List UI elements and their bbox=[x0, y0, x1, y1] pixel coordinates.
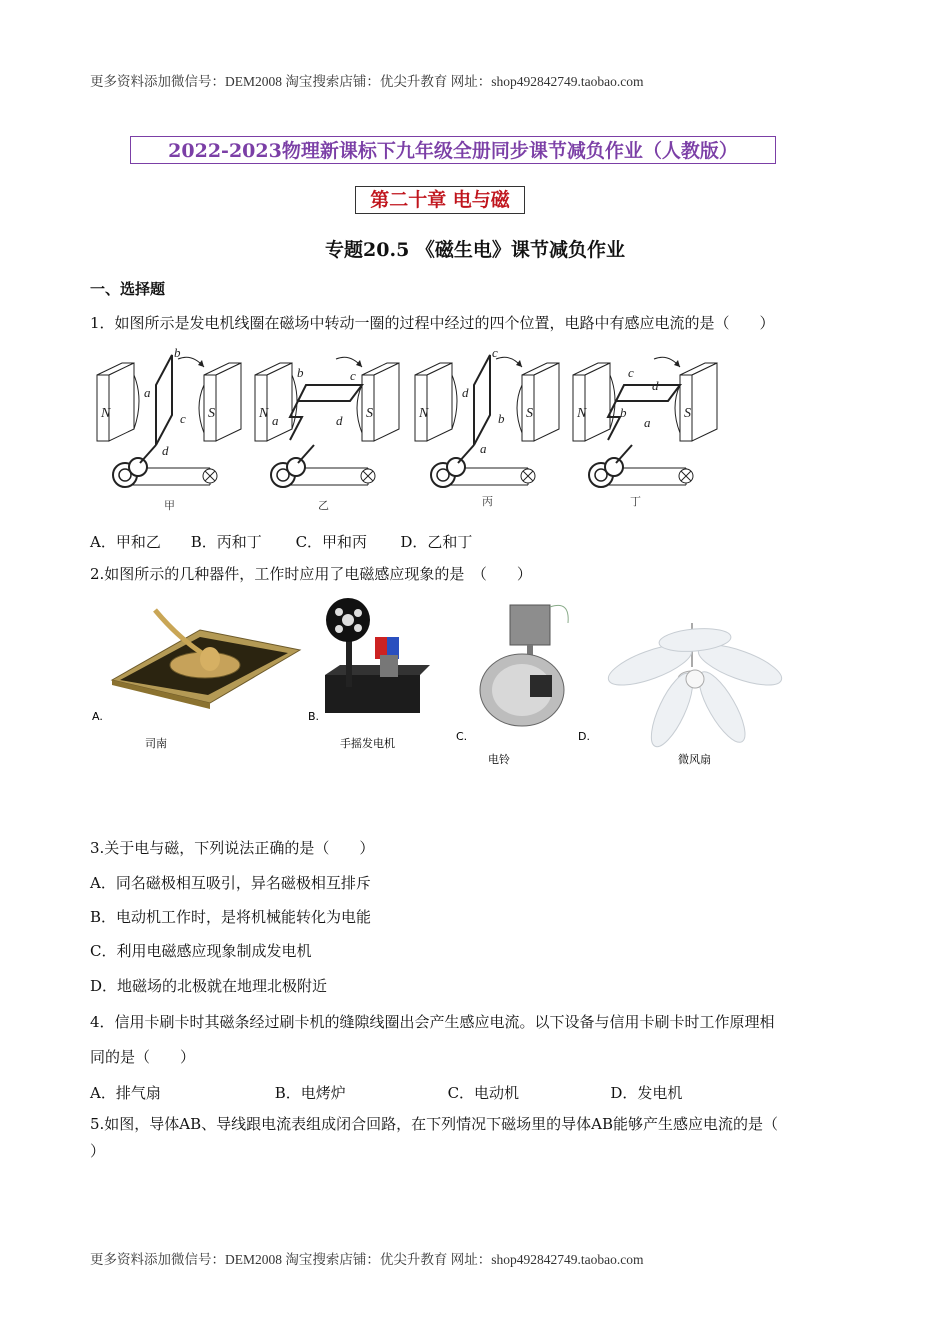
label-bing-right: b bbox=[498, 411, 505, 426]
page-header: 更多资料添加微信号：DEM2008 淘宝搜索店铺：优尖升教育 网址：shop492842749.taobao.com bbox=[90, 74, 644, 89]
small-fan-image bbox=[604, 623, 786, 752]
q4-option-d[interactable]: D．发电机 bbox=[610, 1084, 683, 1102]
electric-bell-image bbox=[480, 605, 568, 726]
q1-options bbox=[90, 531, 472, 552]
chapter-title: 第二十章 电与磁 bbox=[355, 186, 525, 214]
q4-stem-line2: 同的是（ ） bbox=[90, 1048, 196, 1066]
label-jia-right: c bbox=[180, 411, 186, 426]
label-bing-top: c bbox=[492, 345, 498, 360]
pole-s-ding: S bbox=[684, 406, 691, 421]
sinan-compass-image bbox=[112, 610, 300, 709]
q3-option-d[interactable]: D．地磁场的北极就在地理北极附近 bbox=[90, 977, 328, 995]
q2-letter-a: A. bbox=[92, 710, 103, 723]
q4-options bbox=[90, 1082, 682, 1103]
pole-n-jia: N bbox=[101, 406, 111, 421]
pole-s-bing: S bbox=[526, 406, 533, 421]
label-yi-bottom: c bbox=[350, 368, 356, 383]
q1-option-a[interactable]: A．甲和乙 bbox=[90, 533, 161, 551]
q1-stem: 1．如图所示是发电机线圈在磁场中转动一圈的过程中经过的四个位置，电路中有感应电流的是（ ） bbox=[90, 314, 775, 332]
q1-option-b[interactable]: B．丙和丁 bbox=[190, 533, 262, 551]
q3-option-b[interactable]: B．电动机工作时，是将机械能转化为电能 bbox=[90, 908, 372, 926]
q4-stem-line1: 4．信用卡刷卡时其磁条经过刷卡机的缝隙线圈出会产生感应电流。以下设备与信用卡刷卡时工作原理相 bbox=[90, 1013, 775, 1031]
hand-crank-generator-image bbox=[325, 598, 430, 713]
q2-letter-b: B. bbox=[308, 710, 320, 723]
topic-title: 专题20.5 《磁生电》课节减负作业 bbox=[325, 239, 625, 261]
diagram-jia bbox=[97, 355, 241, 487]
label-yi-top: b bbox=[297, 365, 304, 380]
q5-stem-line1: 5.如图，导体AB、导线跟电流表组成闭合回路，在下列情况下磁场里的导体AB能够产生感应电流的是（ bbox=[90, 1115, 779, 1133]
q3-stem: 3.关于电与磁，下列说法正确的是（ ） bbox=[90, 839, 375, 857]
label-yi-left: a bbox=[272, 413, 279, 428]
q2-caption-a: 司南 bbox=[145, 737, 167, 750]
pole-n-bing: N bbox=[419, 406, 429, 421]
generator-coil-diagrams bbox=[92, 345, 732, 520]
label-bing-left: d bbox=[462, 385, 469, 400]
diagram-bing bbox=[415, 355, 559, 487]
q1-option-c[interactable]: C．甲和丙 bbox=[295, 533, 368, 551]
label-jia-left: a bbox=[144, 385, 151, 400]
q2-figure bbox=[90, 595, 790, 775]
caption-yi: 乙 bbox=[318, 499, 329, 512]
q4-option-b[interactable]: B．电烤炉 bbox=[274, 1084, 346, 1102]
q3-option-c[interactable]: C．利用电磁感应现象制成发电机 bbox=[90, 942, 312, 960]
label-jia-bottom: d bbox=[162, 443, 169, 458]
q1-option-d[interactable]: D．乙和丁 bbox=[400, 533, 473, 551]
label-ding-bottom: b bbox=[620, 405, 627, 420]
q2-caption-c: 电铃 bbox=[488, 753, 510, 766]
q2-stem: 2.如图所示的几种器件，工作时应用了电磁感应现象的是 （ ） bbox=[90, 565, 532, 583]
label-bing-bottom: a bbox=[480, 441, 487, 456]
q4-option-c[interactable]: C．电动机 bbox=[447, 1084, 520, 1102]
label-yi-right: d bbox=[336, 413, 343, 428]
label-jia-top: b bbox=[174, 345, 181, 360]
caption-ding: 丁 bbox=[630, 495, 641, 508]
q2-letter-c: C. bbox=[456, 730, 468, 743]
q2-caption-d: 微风扇 bbox=[678, 753, 711, 766]
pole-n-yi: N bbox=[259, 406, 269, 421]
label-ding-left: d bbox=[652, 378, 659, 393]
series-title: 2022-2023物理新课标下九年级全册同步课节减负作业（人教版） bbox=[130, 136, 776, 164]
pole-s-yi: S bbox=[366, 406, 373, 421]
caption-bing: 丙 bbox=[482, 495, 493, 508]
pole-n-ding: N bbox=[577, 406, 587, 421]
q4-option-a[interactable]: A．排气扇 bbox=[90, 1084, 161, 1102]
pole-s-jia: S bbox=[208, 406, 215, 421]
q1-figure bbox=[92, 345, 732, 520]
page-footer: 更多资料添加微信号：DEM2008 淘宝搜索店铺：优尖升教育 网址：shop492842749.taobao.com bbox=[90, 1252, 644, 1267]
label-ding-top: c bbox=[628, 365, 634, 380]
label-ding-right: a bbox=[644, 415, 651, 430]
caption-jia: 甲 bbox=[164, 499, 175, 512]
q3-option-a[interactable]: A．同名磁极相互吸引，异名磁极相互排斥 bbox=[90, 874, 371, 892]
section-heading: 一、选择题 bbox=[90, 280, 166, 298]
q2-letter-d: D. bbox=[578, 730, 590, 743]
q2-caption-b: 手摇发电机 bbox=[340, 737, 395, 750]
q5-stem-line2: ） bbox=[90, 1142, 106, 1160]
